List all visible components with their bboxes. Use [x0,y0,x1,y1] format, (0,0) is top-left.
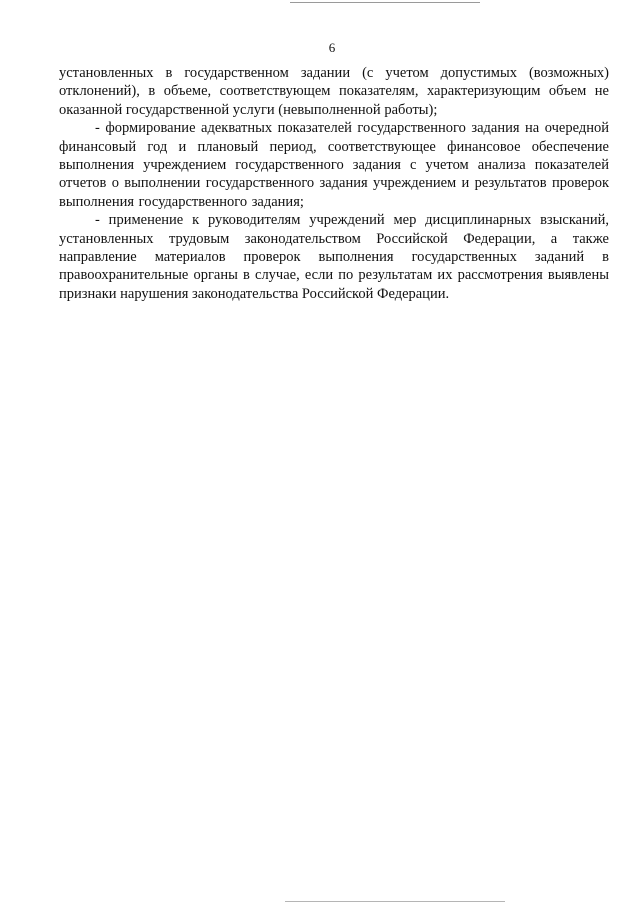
list-item-disciplinary-measures: - применение к руководителям учреждений мер дисциплинарных взысканий, установленных трудовым законодательством Российской Федерации, а также направление материалов проверок выполнения государственных заданий в правоохранительные органы в случае, если по результатам их рассмотрения выявлены признаки нарушения законодательства Российской Федерации. [59,212,609,302]
scan-edge-bottom [285,901,505,902]
list-item-forming-indicators: - формирование адекватных показателей государственного задания на очередной финансовый год и плановый период, соответствующее финансовое обеспечение выполнения учреждением государственного задания с учетом анализа показателей отчетов о выполнении государственного задания учреждением и результатов проверок выполнения государственного задания; [59,120,609,210]
document-body [59,64,609,303]
paragraph-continuation: установленных в государственном задании (с учетом допустимых (возможных) отклонений), в объеме, соответствующем показателям, характеризующим объем не оказанной государственной услуги (невыполненной работы); [59,65,609,118]
page-number: 6 [328,40,336,55]
scan-edge-top [290,2,480,3]
